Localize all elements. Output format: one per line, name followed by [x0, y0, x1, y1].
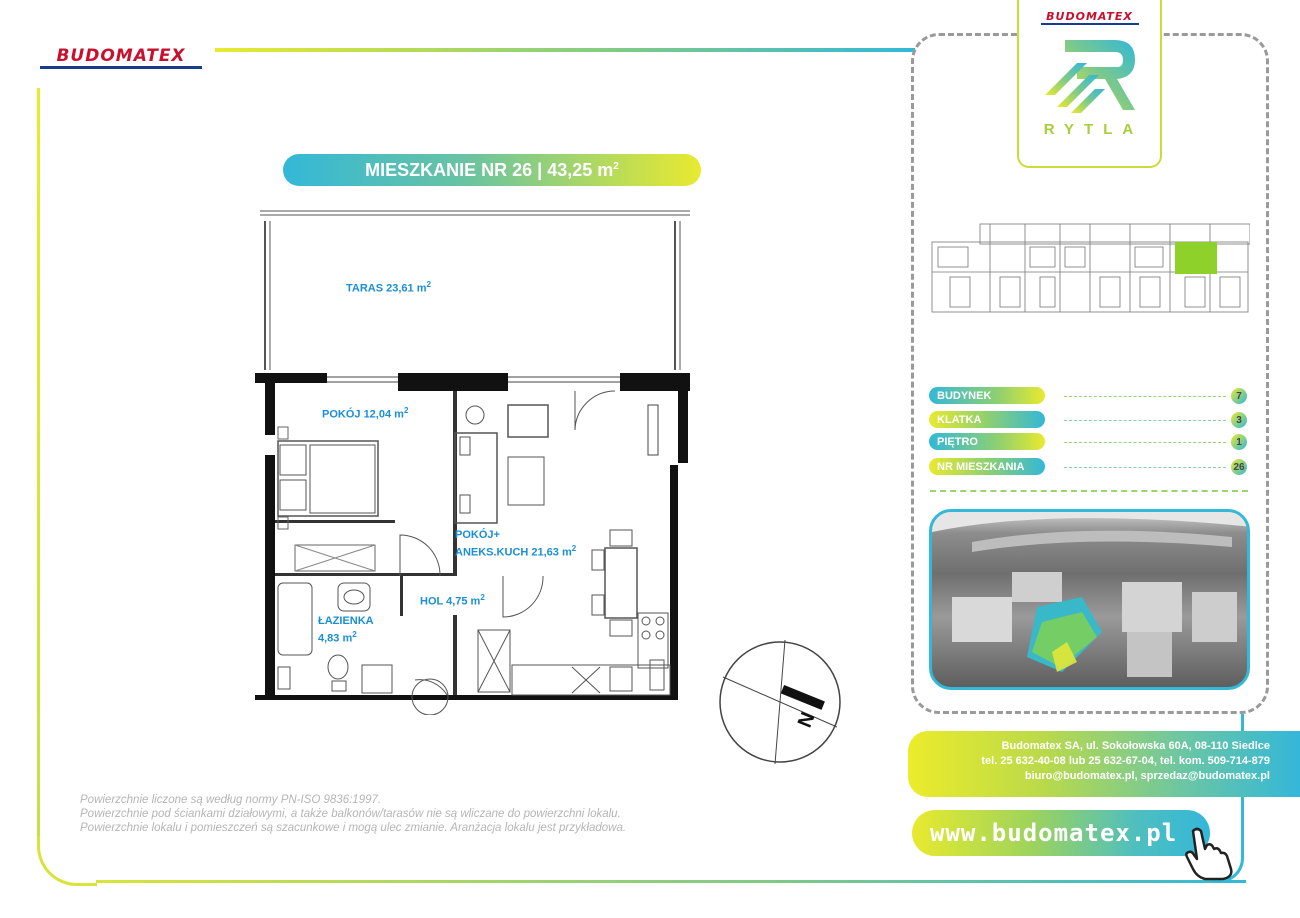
compass — [715, 637, 845, 767]
project-name: RYTLA — [1043, 121, 1144, 138]
label-pokoj: POKÓJ 12,04 $m^2$ — [322, 406, 409, 421]
project-logo-card — [1017, 0, 1162, 168]
info-pietro: PIĘTRO — [929, 433, 1045, 450]
aerial-photo-graphic — [932, 512, 1250, 690]
dining-table — [592, 530, 637, 636]
website-button[interactable] — [912, 810, 1210, 856]
contact-phones: tel. 25 632-40-08 lub 25 632-67-04, tel. kom. 509-714-879 — [981, 755, 1270, 767]
info-nr-mieszkania-value: 26 — [1231, 459, 1247, 475]
rytla-logo-icon — [1035, 35, 1145, 115]
apartment-title-text: MIESZKANIE NR 26 | 43,25 m — [365, 159, 614, 180]
label-hol: HOL 4,75 $m^2$ — [420, 593, 485, 608]
note-1: Powierzchnie liczone są według normy PN-ISO 9836:1997. — [80, 794, 382, 806]
info-klatka-dash — [1064, 420, 1226, 421]
note-2: Powierzchnie pod ściankami działowymi, a także balkonów/tarasów nie są wliczane do powierzchni lokalu. — [80, 808, 621, 820]
kitchen — [478, 613, 670, 695]
apartment-title — [283, 154, 701, 186]
contact-address: Budomatex SA, ul. Sokołowska 60A, 08-110 Siedlce — [1001, 740, 1270, 752]
info-budynek-value: 7 — [1231, 388, 1247, 404]
apartment-highlight — [1175, 242, 1217, 274]
contact-box — [908, 731, 1300, 797]
label-taras: TARAS 23,61 $m^2$ — [346, 280, 431, 295]
aerial-photo — [929, 509, 1250, 690]
info-klatka: KLATKA — [929, 411, 1045, 428]
bed — [278, 441, 378, 516]
logo-underline — [40, 66, 202, 69]
apartment-title-sup: 2 — [613, 160, 619, 172]
info-klatka-value: 3 — [1231, 412, 1247, 428]
company-logo-text: BUDOMATEX — [56, 46, 186, 66]
website-url: www.budomatex.pl — [930, 819, 1178, 847]
small-company-logo: BUDOMATEX — [1046, 10, 1133, 23]
disclaimer-notes — [80, 793, 626, 835]
frame-bottom-line-2 — [96, 880, 1246, 883]
info-budynek-dash — [1064, 396, 1226, 397]
pointer-hand-icon — [1183, 827, 1239, 881]
company-logo[interactable] — [40, 46, 202, 69]
sofa — [455, 405, 548, 523]
frame-bottom-line — [37, 836, 97, 886]
info-budynek: BUDYNEK — [929, 387, 1045, 404]
frame-left-line — [37, 88, 40, 838]
info-nr-mieszkania-dash — [1064, 467, 1226, 468]
info-separator — [930, 490, 1248, 492]
label-lazienka: ŁAZIENKA 4,83 $m^2$ — [318, 615, 374, 645]
info-pietro-value: 1 — [1231, 434, 1247, 450]
compass-north-label: N — [793, 709, 820, 731]
contact-emails[interactable]: biuro@budomatex.pl, sprzedaz@budomatex.pl — [1024, 770, 1270, 782]
info-pietro-dash — [1064, 442, 1226, 443]
label-salon: POKÓJ+ ANEKS.KUCH 21,63 $m^2$ — [455, 529, 577, 559]
info-nr-mieszkania: NR MIESZKANIA — [929, 458, 1045, 475]
note-3: Powierzchnie lokalu i pomieszczeń są szacunkowe i mogą ulec zmianie. Aranżacja lokalu jest przykładowa. — [80, 822, 627, 834]
building-plan-thumbnail — [930, 222, 1250, 314]
frame-top-line — [215, 48, 915, 52]
terrace — [260, 211, 690, 370]
